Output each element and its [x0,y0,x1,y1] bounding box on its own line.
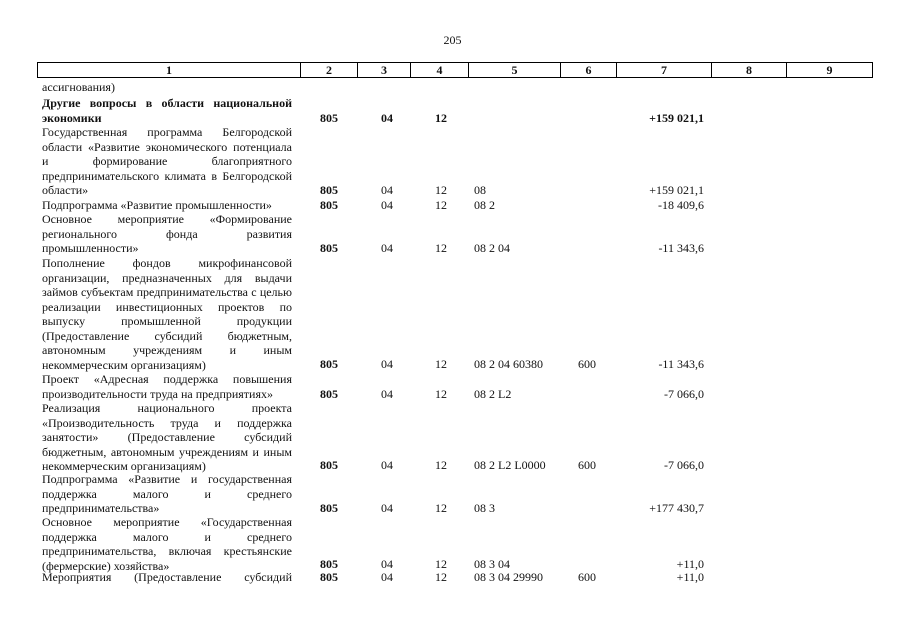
row-code-4: 12 [435,198,447,212]
row-code-5: 08 2 [474,198,495,212]
row-code-5: 08 2 04 [474,241,510,255]
row-code-3: 04 [381,357,393,371]
row-code-3: 04 [381,183,393,197]
row-code-2: 805 [320,110,338,125]
row-code-4: 12 [435,386,447,401]
row-code-5: 08 3 [474,501,495,515]
row-amount: -18 409,6 [658,198,704,212]
column-header-1: 1 [166,63,172,77]
row-amount: -7 066,0 [664,386,704,401]
row-code-2: 805 [320,198,338,212]
row-code-5: 08 2 L2 L0000 [474,458,546,472]
row-code-6: 600 [578,357,596,371]
row-code-5: 08 2 04 60380 [474,357,543,371]
row-description: Проект «Адресная поддержка повышения производительности труда на предприятиях» [42,372,292,401]
row-amount: +11,0 [676,570,704,584]
row-description: Мероприятия (Предоставление субсидий [42,570,292,584]
row-code-4: 12 [435,241,447,255]
column-header-5: 5 [468,63,560,77]
column-header-3: 3 [357,63,410,77]
row-code-5: 08 3 04 29990 [474,570,543,584]
row-amount: +11,0 [676,557,704,571]
row-description: Подпрограмма «Развитие и государственная поддержка малого и среднего предпринимательства» [42,472,292,515]
row-amount: +159 021,1 [649,110,704,125]
row-code-5: 08 3 04 [474,557,510,571]
row-code-5: 08 [474,183,486,197]
page-number: 205 [443,33,462,47]
row-code-3: 04 [381,557,393,571]
column-header-9: 9 [786,63,872,77]
row-code-4: 12 [435,110,447,125]
column-header-7: 7 [616,63,711,77]
row-code-3: 04 [381,386,393,401]
row-description: Пополнение фондов микрофинансовой организации, предназначенных для выдачи займов субъектам предпринимательства с целью реализации инвестиционных проектов по выпуску промышленной продукции (Предоставление субсидий бюджетным, автономным учреждениям и иным некоммерческим организациям) [42,256,292,372]
row-code-3: 04 [381,241,393,255]
row-code-6: 600 [578,570,596,584]
column-header-2: 2 [300,63,357,77]
row-description: Государственная программа Белгородской области «Развитие экономического потенциала и формирование благоприятного предпринимательского климата в Белгородской области» [42,125,292,197]
row-code-4: 12 [435,501,447,515]
row-code-5: 08 2 L2 [474,386,512,401]
row-code-3: 04 [381,198,393,212]
column-header-4: 4 [410,63,468,77]
row-code-4: 12 [435,458,447,472]
row-code-3: 04 [381,501,393,515]
row-code-2: 805 [320,458,338,472]
column-header-8: 8 [711,63,786,77]
row-description: Реализация национального проекта «Производительность труда и поддержка занятости» (Предоставление субсидий бюджетным, автономным учреждениям и иным некоммерческим организациям) [42,401,292,473]
row-amount: -11 343,6 [658,357,704,371]
row-code-3: 04 [381,458,393,472]
row-code-2: 805 [320,386,338,401]
table-header-row [37,62,873,78]
row-code-2: 805 [320,357,338,371]
row-description: Основное мероприятие «Формирование регионального фонда развития промышленности» [42,212,292,255]
row-amount: +159 021,1 [649,183,704,197]
column-header-6: 6 [560,63,616,77]
row-code-2: 805 [320,557,338,571]
row-code-4: 12 [435,357,447,371]
row-description: Основное мероприятие «Государственная поддержка малого и среднего предпринимательства, включая крестьянские (фермерские) хозяйства» [42,515,292,573]
row-description: ассигнования) [42,80,115,94]
row-code-6: 600 [578,458,596,472]
row-code-2: 805 [320,241,338,255]
row-code-2: 805 [320,570,338,584]
row-amount: -7 066,0 [664,458,704,472]
row-code-3: 04 [381,110,393,125]
row-code-2: 805 [320,501,338,515]
row-code-4: 12 [435,183,447,197]
row-code-4: 12 [435,570,447,584]
row-amount: -11 343,6 [658,241,704,255]
row-description: Подпрограмма «Развитие промышленности» [42,198,272,212]
row-code-3: 04 [381,570,393,584]
row-code-2: 805 [320,183,338,197]
row-amount: +177 430,7 [649,501,704,515]
row-description: Другие вопросы в области национальной экономики [42,96,292,125]
row-code-4: 12 [435,557,447,571]
